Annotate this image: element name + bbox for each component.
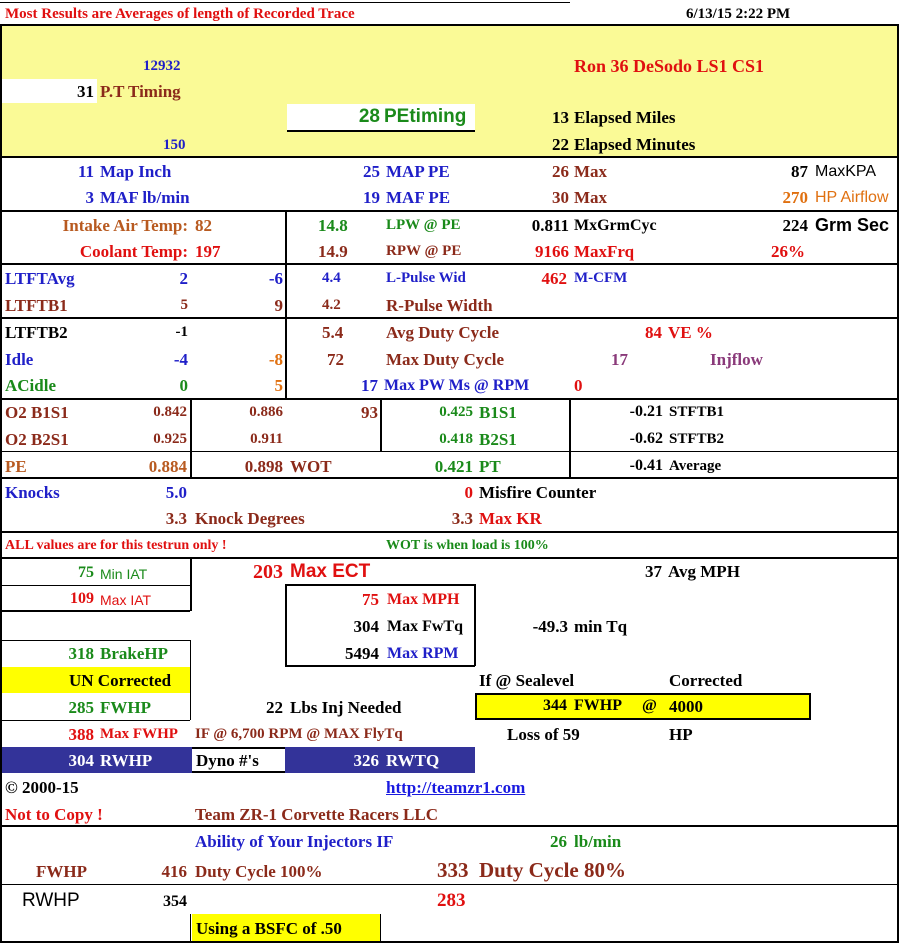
brakehp-label: BrakeHP <box>100 644 168 663</box>
rwhp-navy-cell <box>2 747 192 773</box>
line <box>0 263 899 265</box>
line <box>0 451 899 452</box>
elapsed-miles-value: 13 <box>552 108 569 127</box>
line <box>285 210 287 398</box>
min-tq-label: min Tq <box>574 617 628 636</box>
footer-rwhp-label: RWHP <box>22 890 80 911</box>
maxkr-value: 3.3 <box>451 509 473 528</box>
map-inch-label: Map Inch <box>100 162 172 181</box>
lbmin-label: lb/min <box>574 832 622 851</box>
maxpw-value: 17 <box>361 376 378 395</box>
max-ect-label: Max ECT <box>290 561 371 582</box>
lpw-value: 14.8 <box>318 216 348 235</box>
duty80-label: Duty Cycle 80% <box>479 858 626 882</box>
rpw-label: RPW @ PE <box>386 243 462 259</box>
acidle-a: 0 <box>179 376 188 395</box>
line <box>2 640 190 641</box>
maxpw-label: Max PW Ms @ RPM <box>384 377 530 394</box>
maxkpa-value: 87 <box>791 162 808 181</box>
line <box>380 398 382 452</box>
maf-pe-label: MAF PE <box>386 188 451 207</box>
bsfc-label: Using a BSFC of .50 <box>196 919 342 938</box>
pt-label: PT <box>479 457 501 476</box>
sealevel-fwhp-value: 344 <box>543 697 567 714</box>
kdeg-value: 3.3 <box>165 509 187 528</box>
line <box>190 557 192 611</box>
max2-label: Max <box>574 188 608 207</box>
rwtq-navy-cell <box>285 747 475 773</box>
acidle-label: ACidle <box>5 376 56 395</box>
footer-fwhp-label: FWHP <box>36 862 87 881</box>
maf-label: MAF lb/min <box>100 188 190 207</box>
ltftb1-a: 5 <box>180 297 188 313</box>
map-pe-label: MAP PE <box>386 162 450 181</box>
loss-label: Loss of 59 <box>507 725 580 744</box>
percent-value: 26% <box>771 242 805 261</box>
line <box>0 477 899 479</box>
max-mph-label: Max MPH <box>387 591 460 608</box>
ltftb1-label: LTFTB1 <box>5 296 68 315</box>
wot-note: WOT is when load is 100% <box>386 538 549 553</box>
if-sealevel-label: If @ Sealevel <box>479 671 575 690</box>
stftb1-label: STFTB1 <box>669 404 725 420</box>
map-pe-value: 25 <box>363 162 380 181</box>
o2-b1s1-label: O2 B1S1 <box>5 403 69 422</box>
pe-timing-value: 28 <box>358 106 380 127</box>
coolant-value: 197 <box>195 242 221 261</box>
mxgrm-label: MxGrmCyc <box>574 217 657 234</box>
if-6700-label: IF @ 6,700 RPM @ MAX FlyTq <box>195 726 403 742</box>
grmsec-label: Grm Sec <box>815 215 890 235</box>
iat-value: 82 <box>195 216 212 235</box>
corrected-label: Corrected <box>669 671 743 690</box>
wot-label: WOT <box>290 457 332 476</box>
report-title: Ron 36 DeSodo LS1 CS1 <box>574 56 765 76</box>
line <box>190 914 191 942</box>
maxfrq-label: MaxFrq <box>574 242 635 261</box>
rpulse-value: 4.2 <box>322 297 341 313</box>
maxkpa-label: MaxKPA <box>815 163 877 180</box>
max-fwtq-label: Max FwTq <box>387 618 463 635</box>
elapsed-miles-label: Elapsed Miles <box>574 108 676 127</box>
lpulse-label: L-Pulse Wid <box>386 270 466 286</box>
line <box>0 24 2 943</box>
sealevel-fwhp-label: FWHP <box>574 697 622 714</box>
idle-a: -4 <box>173 350 188 369</box>
injflow-label: Injflow <box>710 350 763 369</box>
avgduty-label: Avg Duty Cycle <box>386 323 499 342</box>
line <box>285 665 475 667</box>
sealevel-rpm: 4000 <box>669 697 703 716</box>
fwhp-value: 285 <box>68 698 94 717</box>
knocks-label: Knocks <box>5 483 60 502</box>
line <box>474 584 476 666</box>
copyright: © 2000-15 <box>5 778 79 797</box>
ltftavg-label: LTFTAvg <box>5 269 75 288</box>
pe-a: 0.884 <box>148 457 187 476</box>
pe-label: PE <box>5 457 27 476</box>
all-values-note: ALL values are for this testrun only ! <box>5 538 227 553</box>
header-note: Most Results are Averages of length of Recorded Trace <box>5 6 355 22</box>
maxkr-label: Max KR <box>479 509 542 528</box>
elapsed-minutes-value: 22 <box>552 135 569 154</box>
brakehp-value: 318 <box>68 644 94 663</box>
max-rpm-value: 5494 <box>345 644 379 663</box>
pe-timing-label: PEtiming <box>384 106 467 127</box>
max-fwhp-label: Max FWHP <box>100 726 178 742</box>
header-datetime: 6/13/15 2:22 PM <box>686 6 791 22</box>
not-to-copy: Not to Copy ! <box>5 805 103 824</box>
max1-label: Max <box>574 162 608 181</box>
ltftb2-label: LTFTB2 <box>5 323 68 342</box>
line <box>0 210 899 212</box>
pt-timing-value: 31 <box>77 82 94 101</box>
r-b2s1-value: 0.418 <box>439 431 473 447</box>
rwhp-value: 304 <box>68 751 94 770</box>
avg-label: Average <box>669 458 722 474</box>
ltftavg-a: 2 <box>179 269 188 288</box>
o2-b2s1-b: 0.911 <box>250 431 283 447</box>
ability-label: Ability of Your Injectors IF <box>195 832 394 851</box>
grmsec-value: 224 <box>782 216 808 235</box>
max-fwhp-value: 388 <box>68 725 94 744</box>
max-rpm-label: Max RPM <box>387 645 459 662</box>
avg-value: -0.41 <box>629 457 663 474</box>
line <box>2 610 190 612</box>
min-iat-value: 75 <box>78 564 94 581</box>
value-12932: 12932 <box>143 58 181 74</box>
pt-timing-label: P.T Timing <box>100 82 181 101</box>
line <box>0 557 899 559</box>
rpw-value: 14.9 <box>318 242 348 261</box>
stftb1-value: -0.21 <box>629 403 663 420</box>
kdeg-label: Knock Degrees <box>195 509 305 528</box>
rwtq-label: RWTQ <box>386 751 440 770</box>
lbs-inj-value: 22 <box>266 698 283 717</box>
line <box>0 825 899 827</box>
header-underline <box>0 2 570 3</box>
maxduty-label: Max Duty Cycle <box>386 350 505 369</box>
o2-b1s1-a: 0.842 <box>153 404 187 420</box>
lbmin-value: 26 <box>550 832 567 851</box>
avgduty-value: 5.4 <box>322 323 344 342</box>
max-fwtq-value: 304 <box>353 617 379 636</box>
line <box>2 585 190 586</box>
min-tq-value: -49.3 <box>532 617 568 636</box>
mxgrm-value: 0.811 <box>531 216 569 235</box>
maxfrq-value: 9166 <box>535 242 569 261</box>
company-name: Team ZR-1 Corvette Racers LLC <box>195 805 438 824</box>
line <box>190 640 191 720</box>
idle-label: Idle <box>5 350 34 369</box>
line <box>0 531 899 533</box>
misfire-value: 0 <box>464 483 473 502</box>
footer-rwhp-value: 354 <box>163 893 187 910</box>
o2-b1s1-b: 0.886 <box>249 404 283 420</box>
maf-value: 3 <box>85 188 94 207</box>
max1-value: 26 <box>552 162 569 181</box>
sealevel-at: @ <box>642 697 657 714</box>
rwtq-value: 326 <box>353 751 379 770</box>
mcfm-value: 462 <box>541 269 567 288</box>
stftb2-value: -0.62 <box>629 430 663 447</box>
ltftavg-b: -6 <box>268 269 283 288</box>
max-mph-value: 75 <box>362 590 379 609</box>
r-b1s1-label: B1S1 <box>479 403 517 422</box>
o2-b1s1-c: 93 <box>361 403 378 422</box>
misfire-label: Misfire Counter <box>479 483 597 502</box>
iat-label: Intake Air Temp: <box>62 216 188 235</box>
maxpw-rpm: 0 <box>574 376 583 395</box>
pt-value: 0.421 <box>434 457 473 476</box>
line <box>897 24 899 943</box>
stftb2-label: STFTB2 <box>669 431 725 447</box>
elapsed-minutes-label: Elapsed Minutes <box>574 135 696 154</box>
hp-label: HP <box>669 725 693 744</box>
dyno-label: Dyno #'s <box>196 751 259 770</box>
ltftb1-b: 9 <box>274 296 283 315</box>
line <box>0 398 899 400</box>
coolant-label: Coolant Temp: <box>79 242 188 261</box>
lbs-inj-label: Lbs Inj Needed <box>290 698 402 717</box>
footer-rwhp-80: 283 <box>437 890 466 911</box>
line <box>380 914 381 942</box>
website-link[interactable]: http://teamzr1.com <box>386 778 526 797</box>
avg-mph-label: Avg MPH <box>668 562 740 581</box>
lpulse-value: 4.4 <box>322 270 341 286</box>
line <box>0 156 899 158</box>
hp-airflow-value: 270 <box>782 188 808 207</box>
pe-b: 0.898 <box>244 457 283 476</box>
duty80-value: 333 <box>437 858 469 882</box>
fwhp-label: FWHP <box>100 698 151 717</box>
line <box>0 317 899 319</box>
line <box>0 24 899 26</box>
max-iat-label: Max IAT <box>100 592 152 608</box>
maxduty-value: 72 <box>327 350 344 369</box>
max2-value: 30 <box>552 188 569 207</box>
injflow-value: 17 <box>611 350 628 369</box>
duty100-label: Duty Cycle 100% <box>195 862 323 881</box>
line <box>190 398 192 478</box>
uncorrected-label: UN Corrected <box>69 671 172 690</box>
knocks-value: 5.0 <box>165 483 187 502</box>
maf-pe-value: 19 <box>363 188 380 207</box>
ltftb2-a: -1 <box>175 324 188 340</box>
lpw-label: LPW @ PE <box>386 217 461 233</box>
line <box>2 720 190 721</box>
line <box>285 584 475 586</box>
acidle-b: 5 <box>274 376 283 395</box>
line <box>569 398 571 478</box>
footer-fwhp-value: 416 <box>161 862 187 881</box>
mcfm-label: M-CFM <box>574 270 628 286</box>
ve-value: 84 <box>645 323 662 342</box>
o2-b2s1-a: 0.925 <box>153 431 187 447</box>
hp-airflow-label: HP Airflow <box>815 189 889 206</box>
idle-b: -8 <box>268 350 283 369</box>
min-iat-label: Min IAT <box>100 566 148 582</box>
line <box>0 884 899 885</box>
map-inch-value: 11 <box>77 162 94 181</box>
value-150: 150 <box>163 137 186 153</box>
line <box>0 941 899 943</box>
max-ect-value: 203 <box>253 561 283 583</box>
r-b2s1-label: B2S1 <box>479 430 517 449</box>
rpulse-label: R-Pulse Width <box>386 296 493 315</box>
line <box>285 584 287 666</box>
ve-label: VE % <box>668 323 713 342</box>
rwhp-label: RWHP <box>100 751 153 770</box>
max-iat-value: 109 <box>70 590 94 607</box>
r-b1s1-value: 0.425 <box>439 404 473 420</box>
avg-mph-value: 37 <box>645 562 662 581</box>
o2-b2s1-label: O2 B2S1 <box>5 430 69 449</box>
